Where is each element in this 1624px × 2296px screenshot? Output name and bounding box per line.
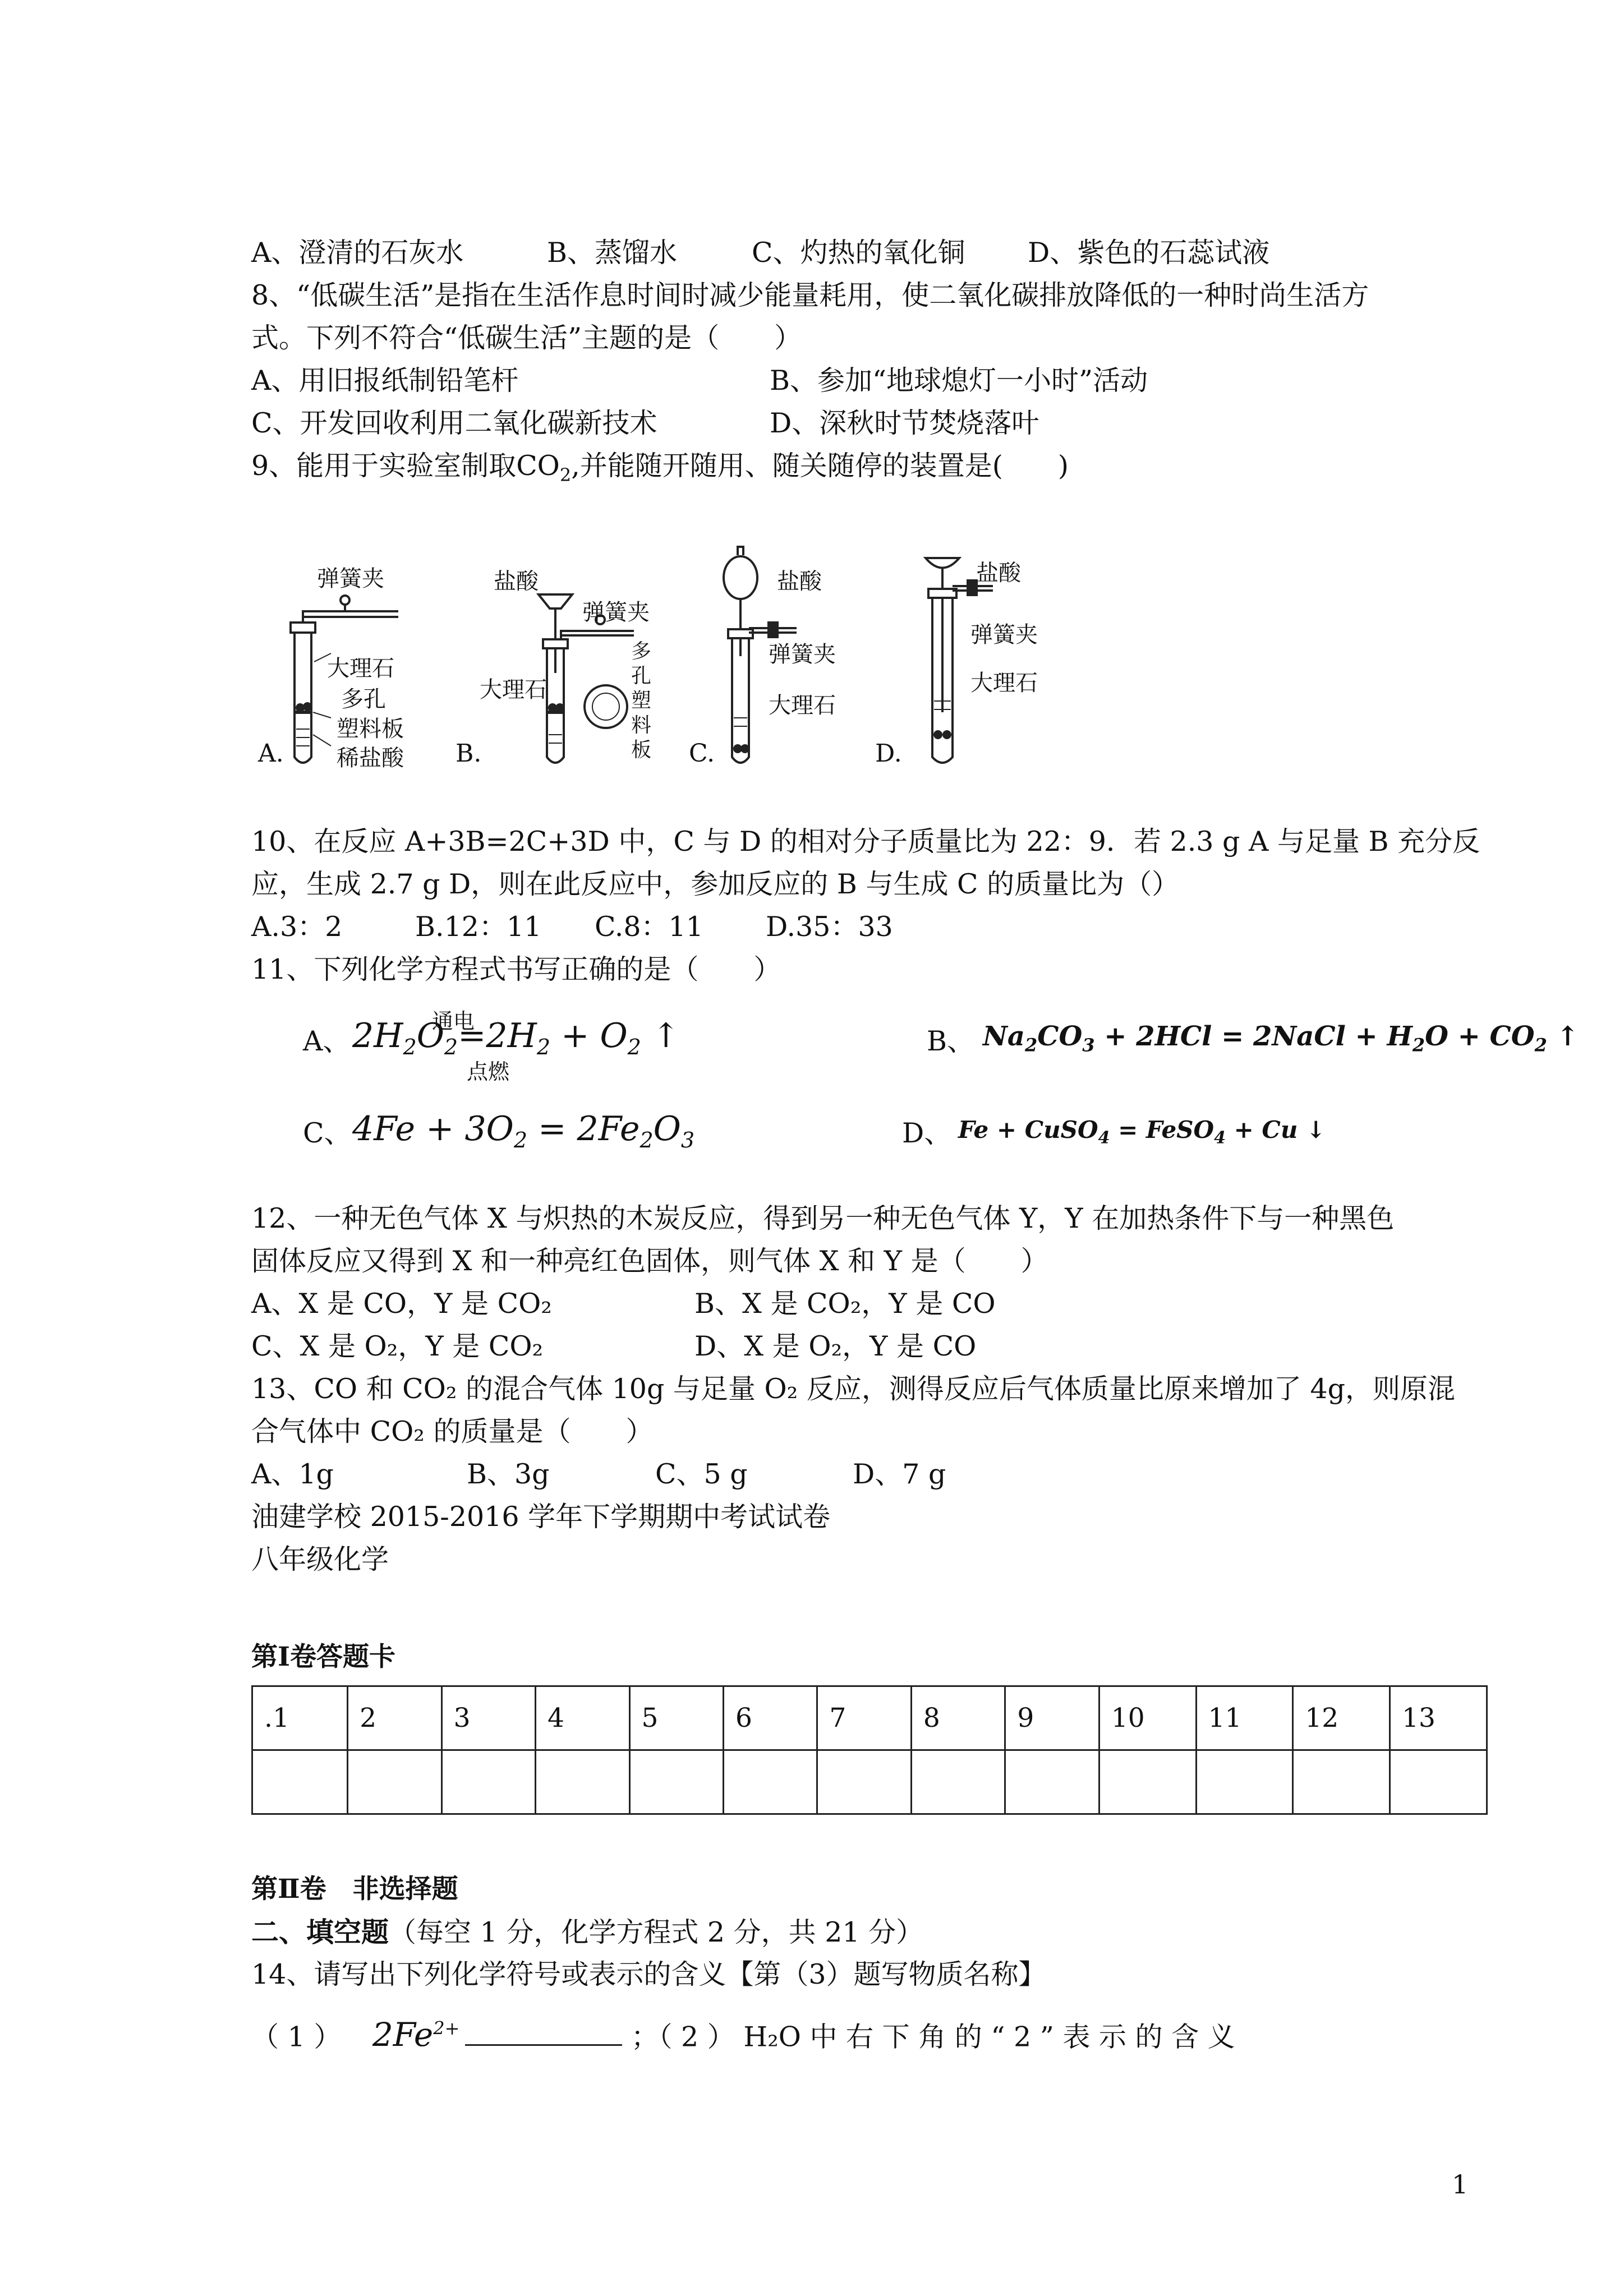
q11-a-condition-top: 通电 xyxy=(432,1009,475,1034)
fig-d-clip-label: 弹簧夹 xyxy=(970,622,1038,648)
answer-card-number-row xyxy=(252,1686,1487,1750)
part2-title: 第Ⅱ卷 非选择题 xyxy=(251,1874,458,1905)
q14-items: （ 1 ） $2Fe^{2+}$ ；（ 2 ） H₂O 中 右 下 角 的 “ 2 ” 表 示 的 含 义 xyxy=(251,2016,1235,2054)
answer-card-number: 7 xyxy=(817,1686,911,1750)
fig-d-marble-label: 大理石 xyxy=(970,670,1038,696)
q11-equation-c: $4Fe + 3O_2 = 2Fe_2O_3$ xyxy=(352,1109,695,1152)
answer-cell[interactable] xyxy=(1005,1750,1099,1814)
answer-cell[interactable] xyxy=(1390,1750,1487,1814)
fig-b-marble-label: 大理石 xyxy=(480,677,547,703)
q14-1-answer-blank[interactable] xyxy=(465,2020,622,2046)
answer-card-title: 第Ⅰ卷答题卡 xyxy=(251,1642,395,1672)
fig-a-clip-label: 弹簧夹 xyxy=(317,566,384,592)
q13-option-d: D、7 g xyxy=(853,1458,946,1490)
q10-stem-line1: 10、在反应 A+3B=2C+3D 中，C 与 D 的相对分子质量比为 22：9．若 2.3 g A 与足量 B 充分反 xyxy=(251,826,1480,857)
q11-option-b-label: B、 xyxy=(927,1025,975,1057)
page-number: 1 xyxy=(1452,2169,1469,2200)
q13-stem-line1: 13、CO 和 CO₂ 的混合气体 10g 与足量 O₂ 反应，测得反应后气体质量比原来增加了 4g，则原混 xyxy=(251,1373,1455,1405)
q8-option-b: B、参加“地球熄灯一小时”活动 xyxy=(770,365,1148,397)
q12-option-b: B、X 是 CO₂，Y 是 CO xyxy=(694,1288,996,1320)
answer-card-answer-row xyxy=(252,1750,1487,1814)
q10-option-c: C.8：11 xyxy=(595,911,703,943)
q12-option-d: D、X 是 O₂，Y 是 CO xyxy=(694,1330,977,1362)
q12-stem-line2: 固体反应又得到 X 和一种亮红色固体，则气体 X 和 Y 是（ ） xyxy=(251,1245,1048,1277)
q7-option-b: B、蒸馏水 xyxy=(547,237,678,269)
q11-equation-a: $2H_2O_2=2H_2 + O_2$ ↑ xyxy=(352,1016,680,1059)
fig-a-porous-label-2: 塑料板 xyxy=(337,716,404,742)
q10-stem-line2: 应，生成 2.7 g D，则在此反应中，参加反应的 B 与生成 C 的质量比为（） xyxy=(251,868,1180,900)
q11-equation-d: Fe + CuSO$_4$ = FeSO$_4$ + Cu ↓ xyxy=(958,1116,1326,1148)
q14-1-symbol: $2Fe^{2+}$ xyxy=(372,2016,460,2054)
answer-cell[interactable] xyxy=(817,1750,911,1814)
q13-option-c: C、5 g xyxy=(655,1458,748,1490)
q11-option-d-label: D、 xyxy=(902,1117,952,1149)
q9-stem: 9、能用于实验室制取$CO_2$,并能随开随用、随关随停的装置是( ) xyxy=(251,450,1069,486)
fig-c-marble-label: 大理石 xyxy=(769,693,836,718)
answer-cell[interactable] xyxy=(723,1750,817,1814)
q9-option-a: A. xyxy=(258,739,284,768)
answer-card-number: 2 xyxy=(348,1686,441,1750)
q13-option-b: B、3g xyxy=(467,1458,550,1490)
part2-section: 二、填空题（每空 1 分，化学方程式 2 分，共 21 分） xyxy=(251,1916,924,1948)
answer-card-number: 8 xyxy=(911,1686,1005,1750)
q10-option-a: A.3：2 xyxy=(251,911,343,943)
answer-card-table xyxy=(251,1685,1488,1815)
q11-stem: 11、下列化学方程式书写正确的是（ ） xyxy=(251,953,781,985)
q8-option-a: A、用旧报纸制铅笔杆 xyxy=(251,365,519,397)
fig-c-hcl-label: 盐酸 xyxy=(777,569,822,594)
fig-d-hcl-label: 盐酸 xyxy=(976,560,1021,586)
answer-cell[interactable] xyxy=(252,1750,348,1814)
q9-option-c: C. xyxy=(689,739,715,768)
q9-option-b: B. xyxy=(456,739,482,768)
q14-stem: 14、请写出下列化学符号或表示的含义【第（3）题写物质名称】 xyxy=(251,1958,1046,1990)
school-header: 油建学校 2015-2016 学年下学期期中考试试卷 xyxy=(251,1501,831,1533)
q11-equation-b: $Na_2CO_3 + 2HCl$ = 2NaCl + $H_2O + CO_2$ ↑ xyxy=(983,1021,1579,1056)
fig-a-marble-label: 大理石 xyxy=(327,656,394,681)
q7-option-a: A、澄清的石灰水 xyxy=(251,237,464,269)
answer-cell[interactable] xyxy=(348,1750,441,1814)
answer-card-number: 10 xyxy=(1099,1686,1196,1750)
q12-option-c: C、X 是 O₂，Y 是 CO₂ xyxy=(251,1330,544,1362)
q13-stem-line2: 合气体中 CO₂ 的质量是（ ） xyxy=(251,1416,654,1447)
q8-option-d: D、深秋时节焚烧落叶 xyxy=(770,407,1039,439)
answer-cell[interactable] xyxy=(1293,1750,1390,1814)
answer-cell[interactable] xyxy=(1196,1750,1293,1814)
q12-stem-line1: 12、一种无色气体 X 与炽热的木炭反应，得到另一种无色气体 Y，Y 在加热条件下与一种黑色 xyxy=(251,1202,1395,1234)
q8-stem-line1: 8、“低碳生活”是指在生活作息时间时减少能量耗用，使二氧化碳排放降低的一种时尚生活方 xyxy=(251,279,1369,311)
fig-c-clip-label: 弹簧夹 xyxy=(769,642,836,667)
answer-card-number: .1 xyxy=(252,1686,348,1750)
answer-card-number: 5 xyxy=(629,1686,723,1750)
q12-option-a: A、X 是 CO，Y 是 CO₂ xyxy=(251,1288,552,1320)
answer-card-number: 9 xyxy=(1005,1686,1099,1750)
answer-cell[interactable] xyxy=(441,1750,535,1814)
q8-stem-line2: 式。下列不符合“低碳生活”主题的是（ ） xyxy=(251,322,802,354)
answer-card-number: 11 xyxy=(1196,1686,1293,1750)
q8-option-c: C、开发回收利用二氧化碳新技术 xyxy=(251,407,657,439)
fig-b-porous-label: 多孔塑料板 xyxy=(631,640,652,762)
grade-header: 八年级化学 xyxy=(251,1543,389,1575)
answer-card-number: 13 xyxy=(1390,1686,1487,1750)
answer-card-number: 6 xyxy=(723,1686,817,1750)
q9-option-d: D. xyxy=(875,739,902,768)
answer-cell[interactable] xyxy=(629,1750,723,1814)
answer-card-number: 12 xyxy=(1293,1686,1390,1750)
q10-option-b: B.12：11 xyxy=(415,911,542,943)
answer-cell[interactable] xyxy=(1099,1750,1196,1814)
q13-option-a: A、1g xyxy=(251,1458,334,1490)
fig-a-porous-label-1: 多孔 xyxy=(341,686,386,712)
answer-card-number: 3 xyxy=(441,1686,535,1750)
q11-a-condition-bottom: 点燃 xyxy=(467,1059,510,1084)
answer-cell[interactable] xyxy=(536,1750,629,1814)
answer-card-number: 4 xyxy=(536,1686,629,1750)
fig-b-hcl-label: 盐酸 xyxy=(494,569,539,594)
q11-option-a-label: A、 xyxy=(303,1025,351,1057)
q7-option-c: C、灼热的氧化铜 xyxy=(752,237,965,269)
q10-option-d: D.35：33 xyxy=(766,911,893,943)
apparatus-d-diagram xyxy=(926,558,993,763)
fig-b-clip-label: 弹簧夹 xyxy=(582,600,650,625)
fig-a-acid-label: 稀盐酸 xyxy=(337,745,404,771)
q7-option-d: D、紫色的石蕊试液 xyxy=(1028,237,1270,269)
answer-cell[interactable] xyxy=(911,1750,1005,1814)
q11-option-c-label: C、 xyxy=(303,1117,352,1149)
